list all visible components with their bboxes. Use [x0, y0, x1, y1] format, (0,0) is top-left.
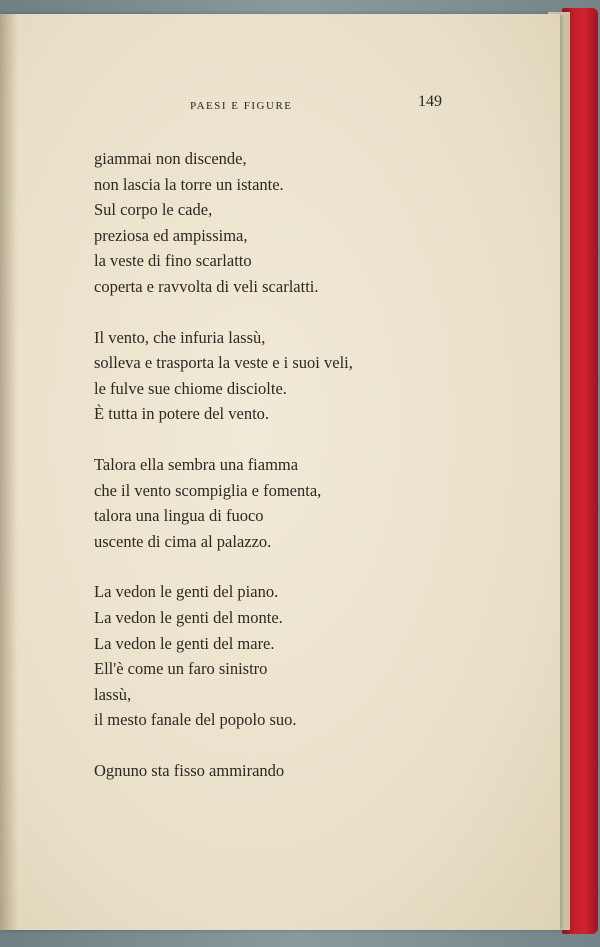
poem-body [94, 146, 514, 808]
running-head: PAESI E FIGURE [190, 100, 293, 112]
verse-line: non lascia la torre un istante. [94, 174, 284, 194]
verse-line: giammai non discende, [94, 149, 247, 168]
verse-line: il mesto fanale del popolo suo. [94, 710, 297, 730]
stanza-2 [94, 325, 514, 427]
verse-line: le fulve sue chiome disciolte. [94, 378, 287, 398]
page-number: 149 [418, 93, 442, 110]
verse-line: La vedon le genti del mare. [94, 633, 275, 653]
verse-line: solleva e trasporta la veste e i suoi veli, [94, 353, 353, 373]
stanza-3 [94, 452, 514, 554]
stanza-1 [94, 146, 514, 300]
verse-line: Sul corpo le cade, [94, 200, 213, 220]
verse-line: Ell'è come un faro sinistro [94, 659, 268, 679]
verse-line: che il vento scompiglia e fomenta, [94, 480, 322, 500]
verse-line: uscente di cima al palazzo. [94, 531, 272, 551]
stanza-4 [94, 579, 514, 733]
verse-line: coperta e ravvolta di veli scarlatti. [94, 276, 319, 296]
verse-line: la veste di fino scarlatto [94, 251, 252, 271]
verse-line: Ognuno sta fisso ammirando [94, 760, 285, 780]
verse-line: lassù, [94, 684, 132, 704]
verse-line: talora una lingua di fuoco [94, 506, 264, 526]
verse-line: La vedon le genti del piano. [94, 582, 279, 602]
verse-line: preziosa ed ampissima, [94, 225, 248, 245]
gutter-shadow [0, 14, 18, 930]
verse-line: Il vento, che infuria lassù, [94, 327, 266, 347]
stanza-5 [94, 758, 514, 784]
verse-line: È tutta in potere del vento. [94, 404, 270, 424]
verse-line: Talora ella sembra una fiamma [94, 454, 299, 474]
verse-line: La vedon le genti del monte. [94, 607, 283, 627]
